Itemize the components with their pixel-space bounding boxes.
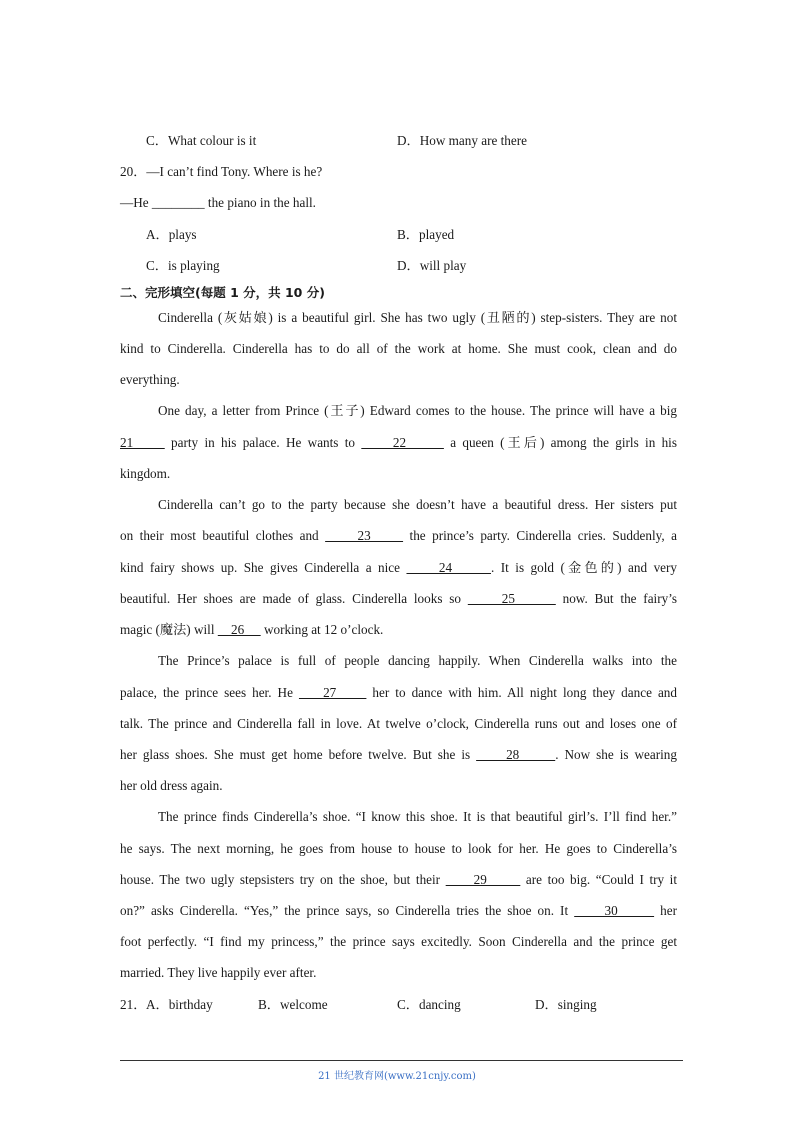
passage-text: on?” asks Cinderella. “Yes,” the prince says, so Cinderella tries the shoe on. It [120,903,575,918]
passage-p1-line3: everything. [120,372,180,387]
q20-option-c: C．is playing [146,258,220,273]
passage-p3-line3 [120,559,677,577]
footer-text: 21 世纪教育网(www.21cnjy.com) [318,1071,476,1082]
blank-21: 21 [120,435,165,450]
passage-text: working at 12 o’clock. [260,622,384,637]
q20-question: 20．—I can’t find Tony. Where is he? [120,164,323,179]
passage-text: her [654,903,677,918]
q19-option-c: C．What colour is it [146,133,257,148]
passage-text: her to dance with him. All night long they dance and [366,685,677,700]
passage-text: house. The two ugly stepsisters try on the shoe, but their [120,872,446,887]
passage-text: . It is gold (金色的) and very [490,560,677,575]
q21-option-d: D．singing [535,997,597,1012]
passage-text: magic (魔法) will [120,622,218,637]
blank-25: 25 [467,591,556,606]
blank-24: 24 [406,560,491,575]
passage-text: palace, the prince sees her. He [120,685,299,700]
q20-option-a: A．plays [146,227,197,242]
passage-p4-line1: The Prince’s palace is full of people dancing happily. When Cinderella walks into the [158,653,677,668]
q20-option-b: B．played [397,227,455,242]
passage-text: on their most beautiful clothes and [120,528,326,543]
passage-p4-line2 [120,684,677,702]
passage-p3-line5 [120,621,677,639]
passage-p2-line3: kingdom. [120,466,171,481]
blank-22: 22 [361,435,444,450]
blank-26: 26 [217,622,261,637]
blank-30: 30 [574,903,655,918]
blank-28: 28 [476,747,556,762]
q21-option-a: A．birthday [146,997,213,1012]
footer-rule [120,1060,683,1061]
passage-p4-line3: talk. The prince and Cinderella fall in love. At twelve o’clock, Cinderella runs out and loses one of [120,716,677,731]
q21-option-c: C．dancing [397,997,461,1012]
q20-blank: ________ [151,195,205,210]
q21-option-b: B．welcome [258,997,328,1012]
passage-text: are too big. “Could I try it [520,872,678,887]
passage-text: her glass shoes. She must get home before twelve. But she is [120,747,477,762]
passage-text: beautiful. Her shoes are made of glass. Cinderella looks so [120,591,468,606]
passage-text: a queen (王后) among the girls in his [443,435,677,450]
passage-p3-line1: Cinderella can’t go to the party because she doesn’t have a beautiful dress. Her sisters put [158,497,677,512]
q21-number: 21． [120,997,147,1012]
passage-p2-line1: One day, a letter from Prince (王子) Edward comes to the house. The prince will have a big [158,403,677,418]
passage-p2-line2 [120,434,677,452]
passage-p5-line3 [120,871,677,889]
passage-p5-line6: married. They live happily ever after. [120,965,317,980]
passage-p5-line2: he says. The next morning, he goes from house to house to look for her. He goes to Cinderella’s [120,841,677,856]
passage-p4-line5: her old dress again. [120,778,223,793]
passage-text: kind fairy shows up. She gives Cinderella a nice [120,560,407,575]
passage-p3-line2 [120,527,677,545]
q20-answer-line [120,194,677,212]
blank-23: 23 [325,528,404,543]
q20-answer-post: the piano in the hall. [204,195,316,210]
passage-text: the prince’s party. Cinderella cries. Suddenly, a [403,528,678,543]
q20-answer-pre: —He [120,195,152,210]
passage-p5-line1: The prince finds Cinderella’s shoe. “I know this shoe. It is that beautiful girl’s. I’ll find her.” [158,809,677,824]
q20-option-d: D．will play [397,258,467,273]
passage-p5-line5: foot perfectly. “I find my princess,” the prince says excitedly. Soon Cinderella and the prince get [120,934,677,949]
passage-p3-line4 [120,590,677,608]
passage-p5-line4 [120,902,677,920]
passage-p1-line2: kind to Cinderella. Cinderella has to do all of the work at home. She must cook, clean and do [120,341,677,356]
passage-text: . Now she is wearing [555,747,677,762]
passage-p1-line1: Cinderella (灰姑娘) is a beautiful girl. She has two ugly (丑陋的) step-sisters. They are not [158,310,677,325]
section-heading: 二、完形填空(每题 1 分，共 10 分) [120,285,325,300]
blank-27: 27 [298,685,367,700]
passage-text: now. But the fairy’s [555,591,678,606]
passage-text: party in his palace. He wants to [164,435,362,450]
passage-p4-line4 [120,746,677,764]
q19-option-d: D．How many are there [397,133,527,148]
blank-29: 29 [445,872,521,887]
